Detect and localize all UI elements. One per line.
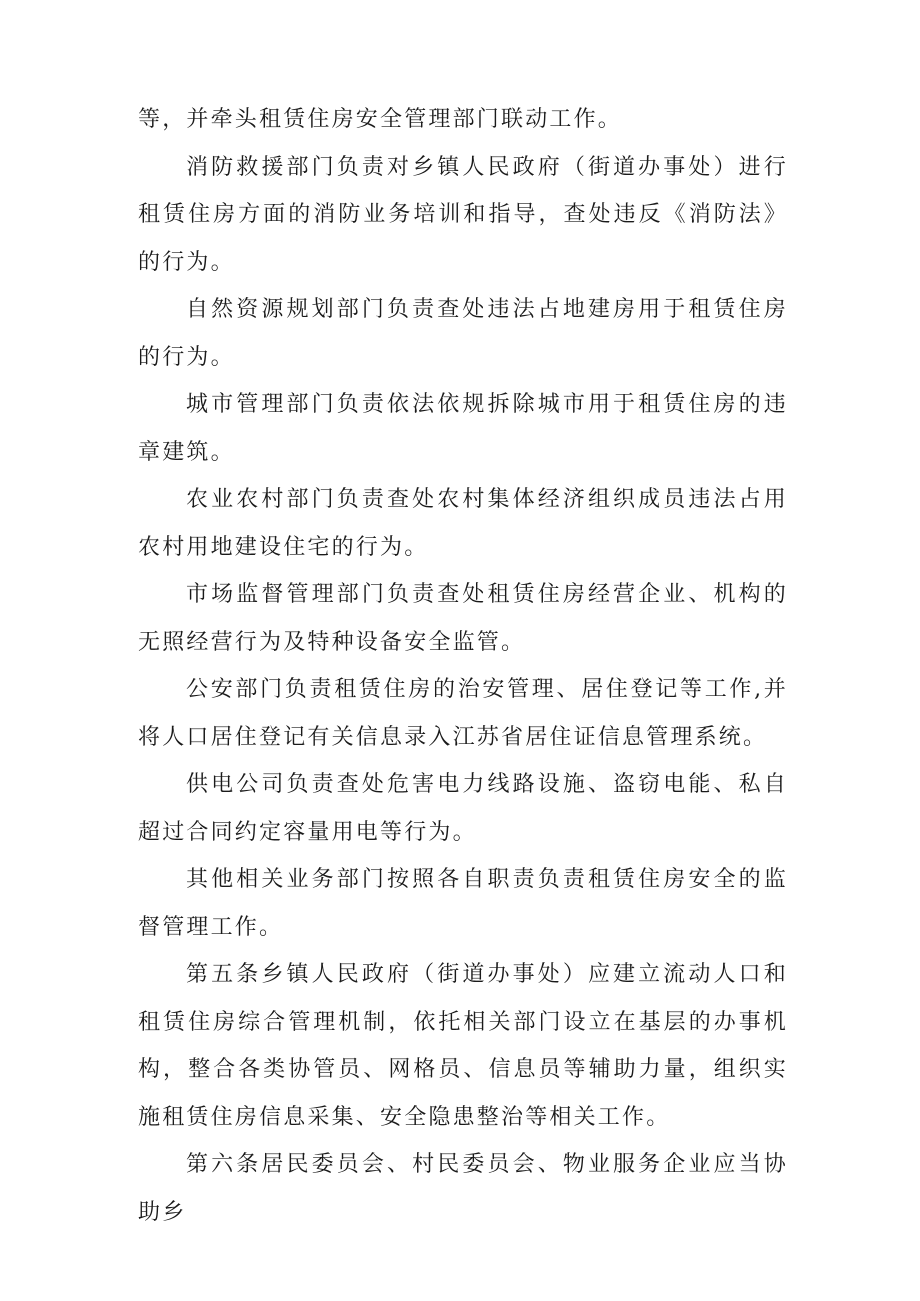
- paragraph-market-supervision: 市场监督管理部门负责查处租赁住房经营企业、机构的无照经营行为及特种设备安全监管。: [138, 582, 788, 655]
- paragraph-continuation: 等，并牵头租赁住房安全管理部门联动工作。: [138, 107, 623, 132]
- paragraph-agriculture: 农业农村部门负责查处农村集体经济组织成员违法占用农村用地建设住宅的行为。: [138, 487, 788, 560]
- paragraph-urban-management: 城市管理部门负责依法依规拆除城市用于租赁住房的违章建筑。: [138, 392, 788, 465]
- paragraph-other-departments: 其他相关业务部门按照各自职责负责租赁住房安全的监督管理工作。: [138, 867, 788, 940]
- paragraph-article-5: 第五条乡镇人民政府（街道办事处）应建立流动人口和租赁住房综合管理机制，依托相关部门设立在基层的办事机构，整合各类协管员、网格员、信息员等辅助力量，组织实施租赁住房信息采集、安全隐患整治等相关工作。: [138, 962, 788, 1130]
- paragraph-fire-rescue: 消防救援部门负责对乡镇人民政府（街道办事处）进行租赁住房方面的消防业务培训和指导，查处违反《消防法》的行为。: [138, 154, 788, 275]
- paragraph-natural-resources: 自然资源规划部门负责查处违法占地建房用于租赁住房的行为。: [138, 297, 788, 370]
- document-body: [138, 96, 788, 1236]
- paragraph-article-6: 第六条居民委员会、村民委员会、物业服务企业应当协助乡: [138, 1152, 788, 1225]
- paragraph-power-supply: 供电公司负责查处危害电力线路设施、盗窃电能、私自超过合同约定容量用电等行为。: [138, 772, 788, 845]
- paragraph-public-security: 公安部门负责租赁住房的治安管理、居住登记等工作,并将人口居住登记有关信息录入江苏省居住证信息管理系统。: [138, 677, 788, 750]
